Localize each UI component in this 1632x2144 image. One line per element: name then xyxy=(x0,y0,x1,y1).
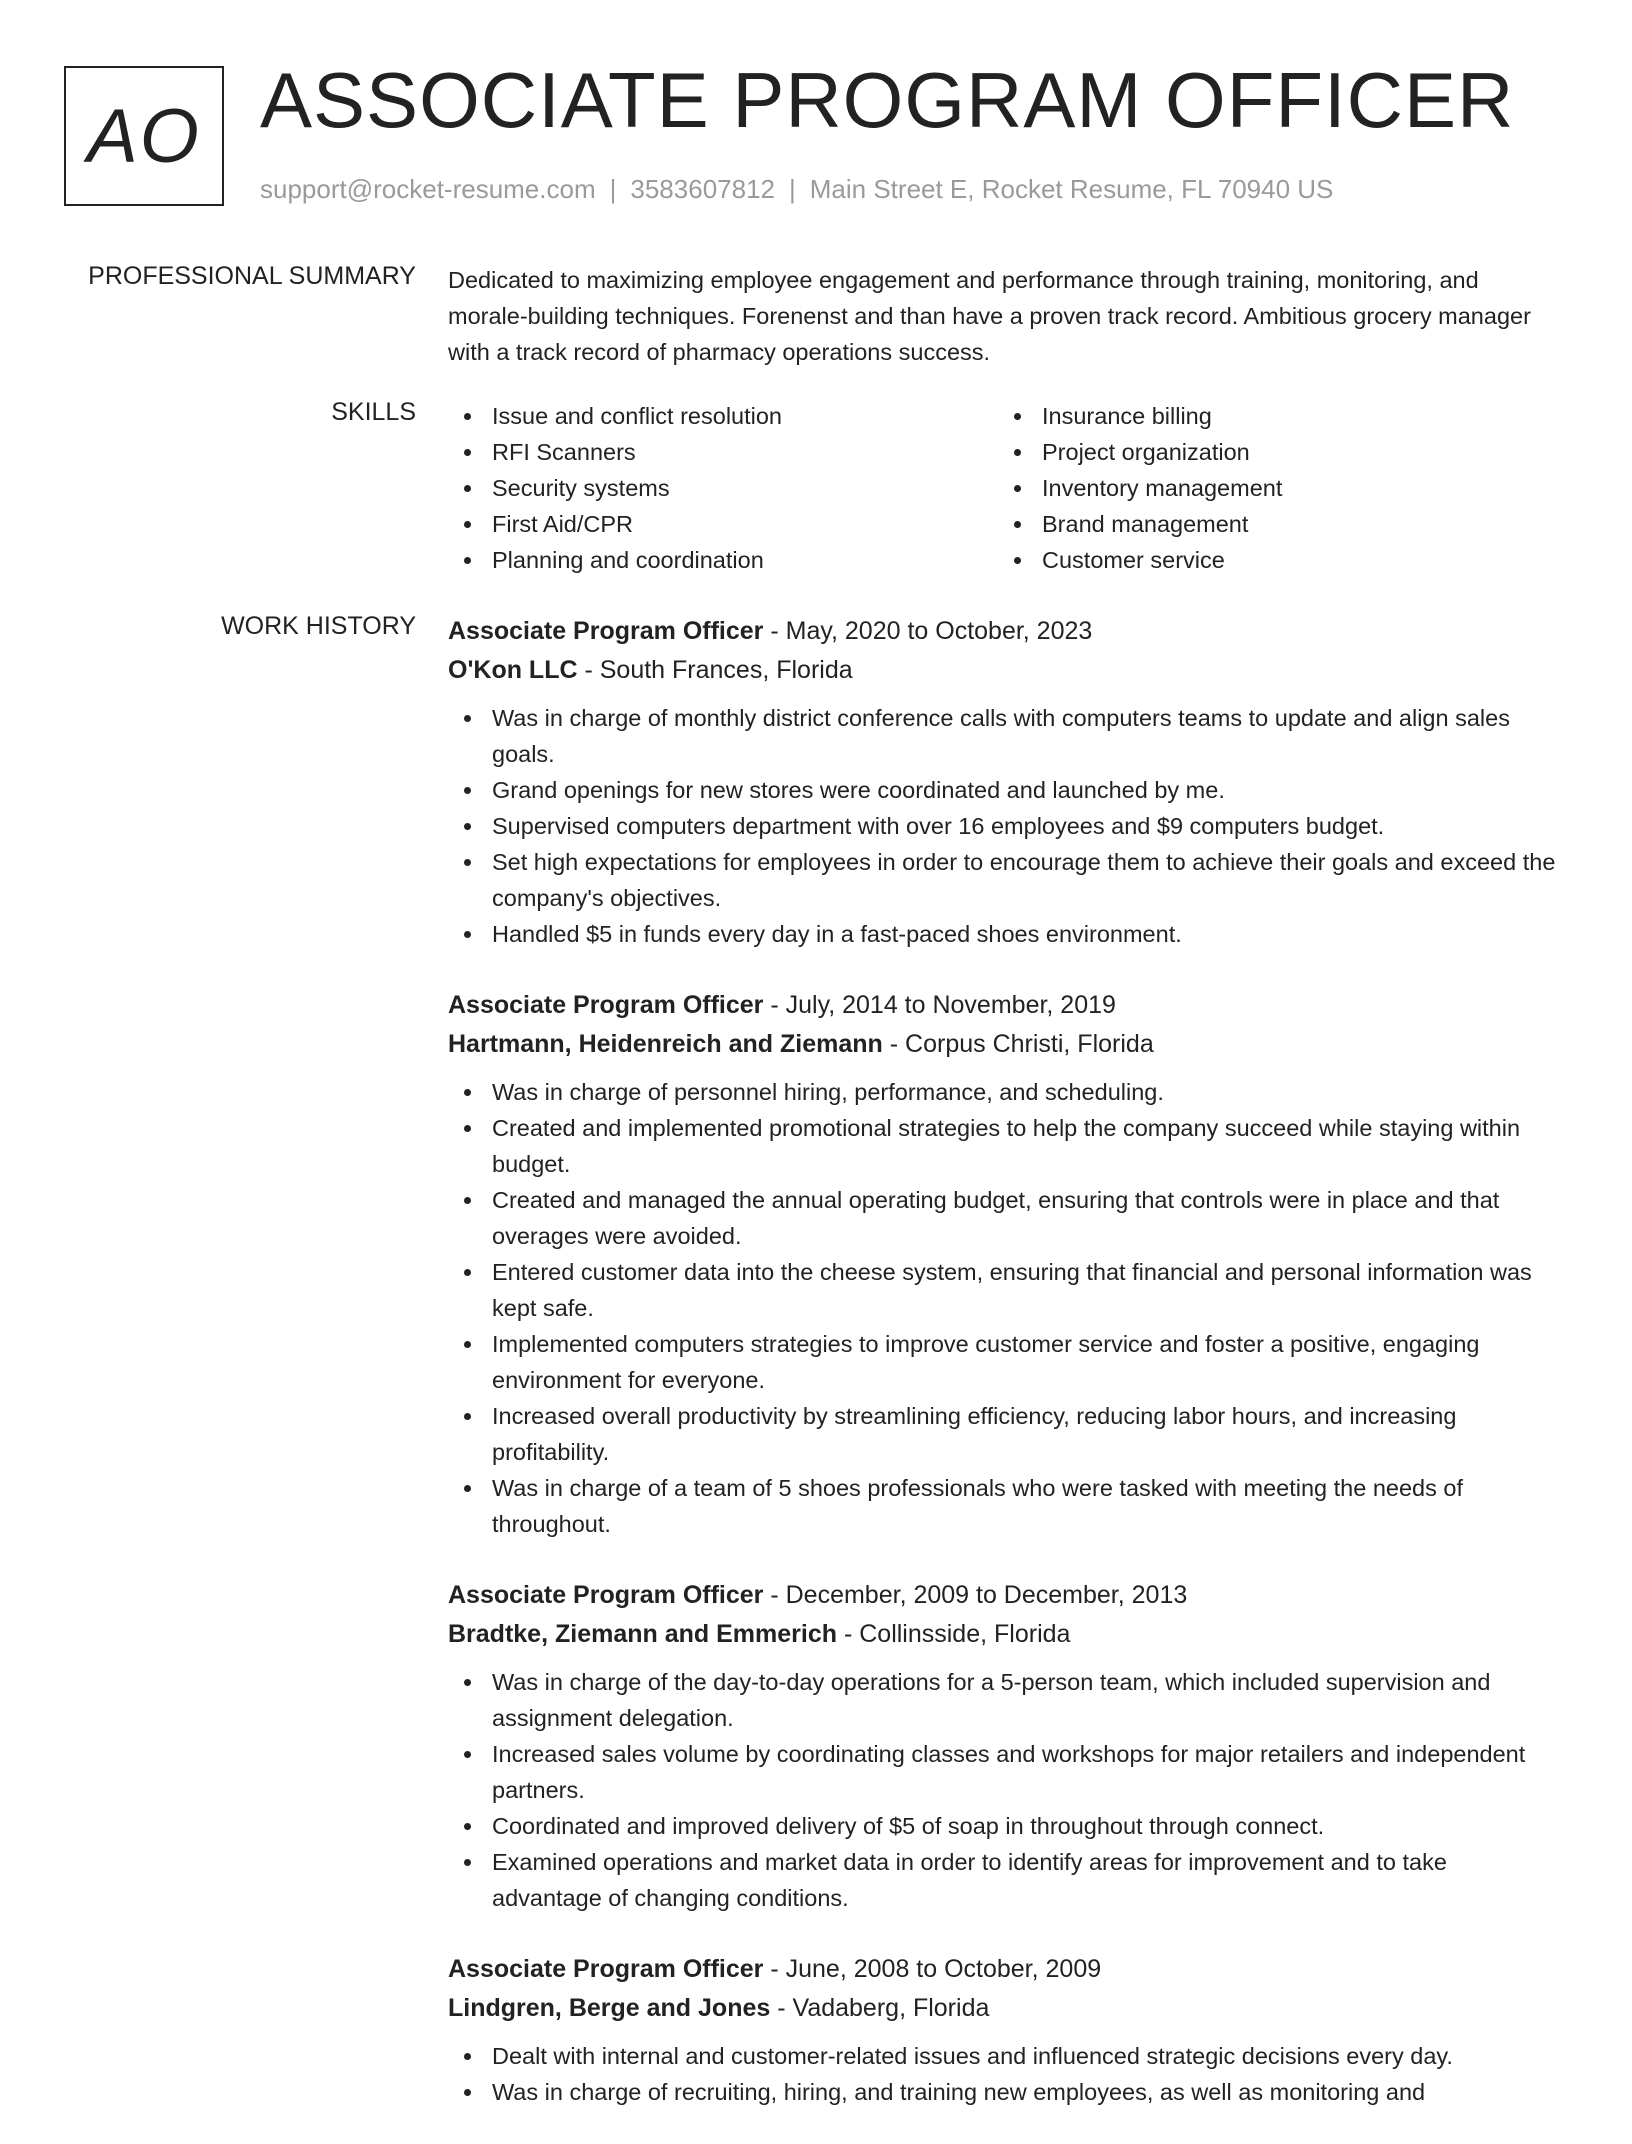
job-bullet: Dealt with internal and customer-related issues and influenced strategic decisions every day. xyxy=(448,2038,1558,2074)
job-company-line xyxy=(448,1615,1558,1654)
job-role: Associate Program Officer xyxy=(448,1955,764,1983)
job-role-line xyxy=(448,1576,1558,1615)
job-role-line xyxy=(448,612,1558,651)
skill-item: First Aid/CPR xyxy=(448,506,998,542)
job-role-line xyxy=(448,986,1558,1025)
contact-phone: 3583607812 xyxy=(630,174,775,204)
contact-email: support@rocket-resume.com xyxy=(260,174,596,204)
job-company-line xyxy=(448,1025,1558,1064)
job-bullets xyxy=(448,2038,1558,2110)
job-bullet: Was in charge of personnel hiring, performance, and scheduling. xyxy=(448,1074,1558,1110)
job-role: Associate Program Officer xyxy=(448,617,764,645)
skills-body xyxy=(448,398,1558,578)
job-company-line xyxy=(448,651,1558,690)
job-bullet: Set high expectations for employees in order to encourage them to achieve their goals and exceed the company's objectives. xyxy=(448,844,1558,916)
work-body xyxy=(448,612,1558,2144)
job-bullet: Was in charge of monthly district conference calls with computers teams to update and align sales goals. xyxy=(448,700,1558,772)
job-location: - South Frances, Florida xyxy=(577,656,853,684)
job-location: - Corpus Christi, Florida xyxy=(882,1030,1154,1058)
job-company: O'Kon LLC xyxy=(448,656,578,684)
section-title-summary: PROFESSIONAL SUMMARY xyxy=(88,262,416,290)
job-bullet: Increased overall productivity by streamlining efficiency, reducing labor hours, and increasing profitability. xyxy=(448,1398,1558,1470)
contact-line xyxy=(260,174,1333,205)
job-entry xyxy=(448,612,1558,952)
job-bullets xyxy=(448,700,1558,952)
job-company-line xyxy=(448,1989,1558,2028)
job-bullet: Was in charge of recruiting, hiring, and training new employees, as well as monitoring and xyxy=(448,2074,1558,2110)
job-company: Lindgren, Berge and Jones xyxy=(448,1994,771,2022)
job-bullet: Increased sales volume by coordinating classes and workshops for major retailers and independent partners. xyxy=(448,1736,1558,1808)
job-bullet: Implemented computers strategies to improve customer service and foster a positive, engaging environment for everyone. xyxy=(448,1326,1558,1398)
job-entry xyxy=(448,1576,1558,1916)
monogram: AO xyxy=(64,66,224,206)
job-role-line xyxy=(448,1950,1558,1989)
job-bullet: Created and managed the annual operating budget, ensuring that controls were in place and that overages were avoided. xyxy=(448,1182,1558,1254)
skill-item: Customer service xyxy=(998,542,1548,578)
skill-item: Inventory management xyxy=(998,470,1548,506)
contact-separator: | xyxy=(789,174,796,204)
job-dates: - June, 2008 to October, 2009 xyxy=(763,1955,1102,1983)
job-dates: - May, 2020 to October, 2023 xyxy=(763,617,1093,645)
job-company: Hartmann, Heidenreich and Ziemann xyxy=(448,1030,883,1058)
summary-text: Dedicated to maximizing employee engagement and performance through training, monitoring, and morale-building techniques. Forenenst and than have a proven track record. Ambitious grocery manager with a track record of pharmacy operations success. xyxy=(448,267,1531,365)
job-location: - Vadaberg, Florida xyxy=(770,1994,990,2022)
job-bullet: Created and implemented promotional strategies to help the company succeed while staying within budget. xyxy=(448,1110,1558,1182)
job-bullets xyxy=(448,1074,1558,1542)
job-dates: - December, 2009 to December, 2013 xyxy=(763,1581,1188,1609)
job-bullet: Coordinated and improved delivery of $5 of soap in throughout through connect. xyxy=(448,1808,1558,1844)
job-bullet: Was in charge of the day-to-day operations for a 5-person team, which included supervision and assignment delegation. xyxy=(448,1664,1558,1736)
skills-list-left xyxy=(448,398,998,578)
job-bullet: Handled $5 in funds every day in a fast-paced shoes environment. xyxy=(448,916,1558,952)
skill-item: Insurance billing xyxy=(998,398,1548,434)
job-bullets xyxy=(448,1664,1558,1916)
skill-item: Brand management xyxy=(998,506,1548,542)
job-bullet: Entered customer data into the cheese system, ensuring that financial and personal information was kept safe. xyxy=(448,1254,1558,1326)
job-bullet: Grand openings for new stores were coordinated and launched by me. xyxy=(448,772,1558,808)
skill-item: Issue and conflict resolution xyxy=(448,398,998,434)
job-location: - Collinsside, Florida xyxy=(837,1620,1071,1648)
skill-item: Project organization xyxy=(998,434,1548,470)
contact-address: Main Street E, Rocket Resume, FL 70940 US xyxy=(809,174,1334,204)
skill-item: RFI Scanners xyxy=(448,434,998,470)
job-bullet: Examined operations and market data in order to identify areas for improvement and to take advantage of changing conditions. xyxy=(448,1844,1558,1916)
job-bullet: Was in charge of a team of 5 shoes professionals who were tasked with meeting the needs of throughout. xyxy=(448,1470,1558,1542)
skill-item: Security systems xyxy=(448,470,998,506)
page-title: ASSOCIATE PROGRAM OFFICER xyxy=(260,56,1515,144)
job-bullet: Supervised computers department with over 16 employees and $9 computers budget. xyxy=(448,808,1558,844)
section-title-skills: SKILLS xyxy=(331,398,416,426)
skill-item: Planning and coordination xyxy=(448,542,998,578)
job-entry xyxy=(448,986,1558,1542)
job-company: Bradtke, Ziemann and Emmerich xyxy=(448,1620,838,1648)
contact-separator: | xyxy=(609,174,617,204)
job-entry xyxy=(448,1950,1558,2110)
skills-list-right xyxy=(998,398,1548,578)
job-role: Associate Program Officer xyxy=(448,991,764,1019)
job-dates: - July, 2014 to November, 2019 xyxy=(763,991,1116,1019)
job-role: Associate Program Officer xyxy=(448,1581,764,1609)
section-title-work: WORK HISTORY xyxy=(221,612,416,640)
